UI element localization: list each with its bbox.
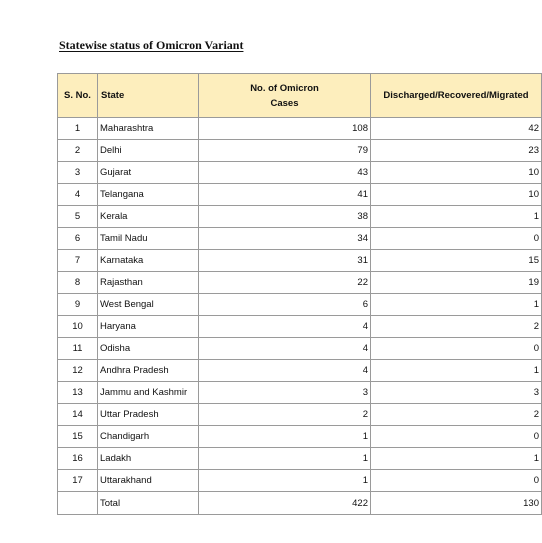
omicron-status-table [57, 73, 542, 515]
row-omicron-cases: 1 [199, 470, 371, 492]
total-omicron-cases: 422 [199, 492, 371, 515]
row-state: Ladakh [98, 448, 199, 470]
table-row [58, 250, 542, 272]
row-omicron-cases: 4 [199, 338, 371, 360]
table-row [58, 338, 542, 360]
table-total-row [58, 492, 542, 515]
header-sno: S. No. [58, 74, 98, 118]
row-discharged: 15 [371, 250, 542, 272]
row-discharged: 0 [371, 228, 542, 250]
row-state: Karnataka [98, 250, 199, 272]
row-sno: 8 [58, 272, 98, 294]
row-omicron-cases: 22 [199, 272, 371, 294]
row-sno: 11 [58, 338, 98, 360]
row-state: Uttar Pradesh [98, 404, 199, 426]
row-omicron-cases: 34 [199, 228, 371, 250]
row-state: Telangana [98, 184, 199, 206]
header-omicron-cases-line1: No. of Omicron [250, 82, 319, 94]
row-omicron-cases: 41 [199, 184, 371, 206]
row-state: Odisha [98, 338, 199, 360]
table-row [58, 382, 542, 404]
row-state: Haryana [98, 316, 199, 338]
row-omicron-cases: 4 [199, 360, 371, 382]
row-sno: 7 [58, 250, 98, 272]
document-title: Statewise status of Omicron Variant [59, 38, 244, 52]
row-state: Jammu and Kashmir [98, 382, 199, 404]
row-sno: 6 [58, 228, 98, 250]
row-omicron-cases: 3 [199, 382, 371, 404]
table-row [58, 316, 542, 338]
row-sno: 4 [58, 184, 98, 206]
row-state: Chandigarh [98, 426, 199, 448]
row-state: Maharashtra [98, 118, 199, 140]
row-omicron-cases: 4 [199, 316, 371, 338]
row-discharged: 19 [371, 272, 542, 294]
row-omicron-cases: 108 [199, 118, 371, 140]
row-discharged: 0 [371, 426, 542, 448]
row-sno: 3 [58, 162, 98, 184]
row-discharged: 1 [371, 294, 542, 316]
row-state: Gujarat [98, 162, 199, 184]
row-sno: 16 [58, 448, 98, 470]
row-discharged: 1 [371, 206, 542, 228]
table-row [58, 294, 542, 316]
row-sno: 14 [58, 404, 98, 426]
total-label: Total [98, 492, 199, 515]
table-header-row [58, 74, 542, 118]
row-discharged: 23 [371, 140, 542, 162]
table-row [58, 272, 542, 294]
row-discharged: 3 [371, 382, 542, 404]
row-sno: 12 [58, 360, 98, 382]
row-omicron-cases: 38 [199, 206, 371, 228]
row-sno: 13 [58, 382, 98, 404]
row-state: Andhra Pradesh [98, 360, 199, 382]
table-row [58, 470, 542, 492]
row-omicron-cases: 43 [199, 162, 371, 184]
row-discharged: 0 [371, 470, 542, 492]
row-omicron-cases: 2 [199, 404, 371, 426]
header-omicron-cases [199, 74, 371, 118]
row-discharged: 1 [371, 360, 542, 382]
row-omicron-cases: 31 [199, 250, 371, 272]
table-row [58, 448, 542, 470]
table-row [58, 426, 542, 448]
row-discharged: 1 [371, 448, 542, 470]
total-discharged: 130 [371, 492, 542, 515]
row-omicron-cases: 79 [199, 140, 371, 162]
row-state: West Bengal [98, 294, 199, 316]
total-sno-blank [58, 492, 98, 515]
table-row [58, 184, 542, 206]
table-row [58, 360, 542, 382]
row-discharged: 42 [371, 118, 542, 140]
row-omicron-cases: 1 [199, 448, 371, 470]
row-sno: 1 [58, 118, 98, 140]
row-state: Tamil Nadu [98, 228, 199, 250]
header-state: State [98, 74, 199, 118]
row-sno: 15 [58, 426, 98, 448]
table-body [58, 118, 542, 515]
row-sno: 17 [58, 470, 98, 492]
row-omicron-cases: 1 [199, 426, 371, 448]
table-row [58, 228, 542, 250]
row-discharged: 2 [371, 316, 542, 338]
row-discharged: 0 [371, 338, 542, 360]
table-row [58, 206, 542, 228]
row-state: Kerala [98, 206, 199, 228]
table-row [58, 162, 542, 184]
row-state: Delhi [98, 140, 199, 162]
row-discharged: 10 [371, 184, 542, 206]
row-discharged: 10 [371, 162, 542, 184]
row-discharged: 2 [371, 404, 542, 426]
table-row [58, 140, 542, 162]
header-omicron-cases-line2: Cases [270, 97, 299, 109]
row-sno: 9 [58, 294, 98, 316]
row-state: Rajasthan [98, 272, 199, 294]
row-sno: 10 [58, 316, 98, 338]
row-sno: 5 [58, 206, 98, 228]
row-state: Uttarakhand [98, 470, 199, 492]
table-row [58, 404, 542, 426]
row-sno: 2 [58, 140, 98, 162]
header-discharged: Discharged/Recovered/Migrated [371, 74, 542, 118]
table-row [58, 118, 542, 140]
row-omicron-cases: 6 [199, 294, 371, 316]
